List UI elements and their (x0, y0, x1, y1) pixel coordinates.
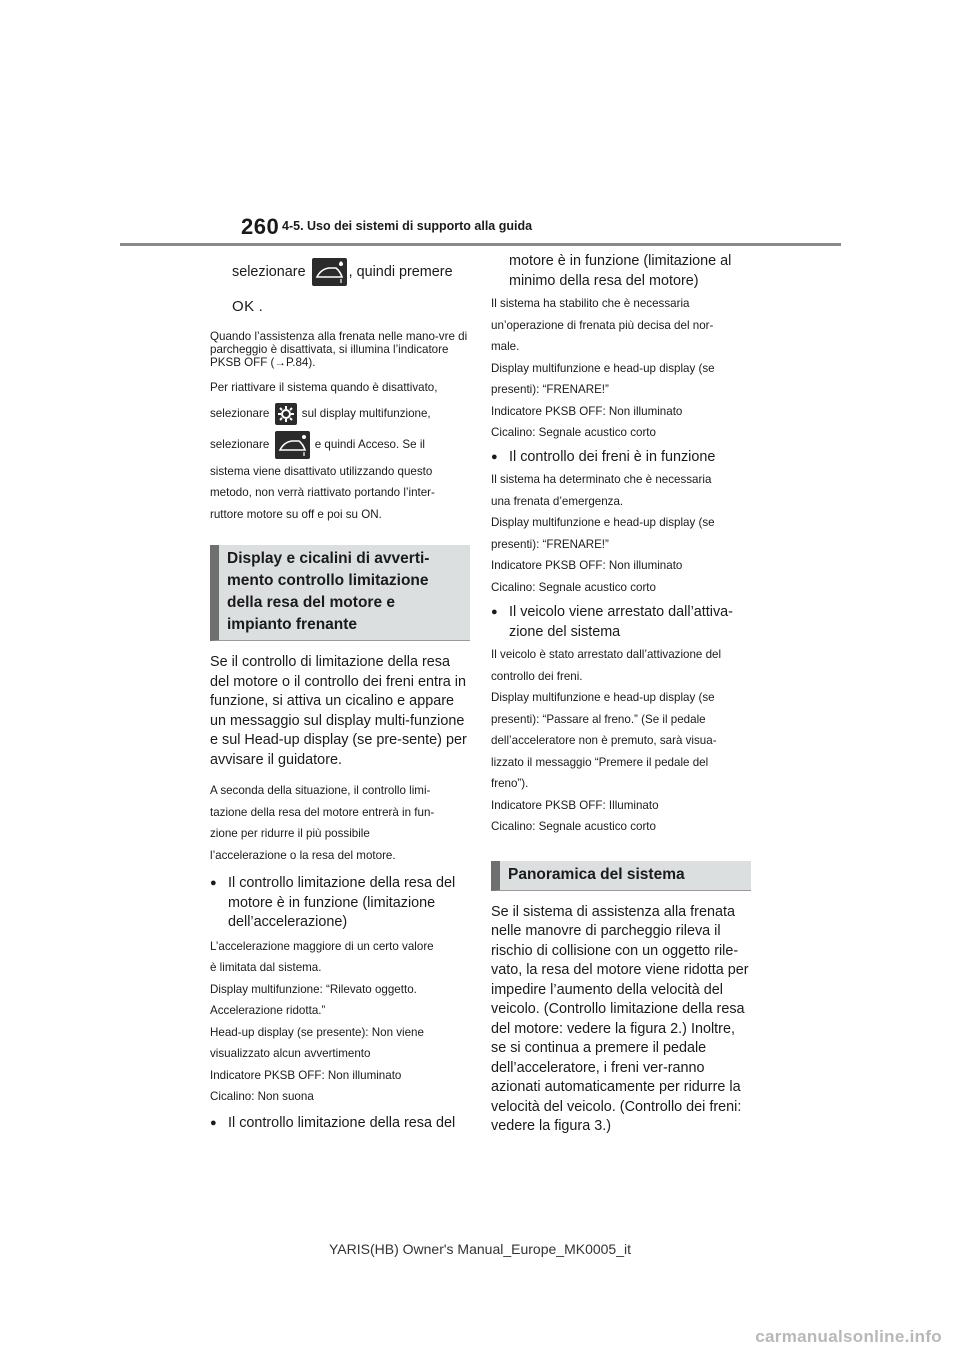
bullet-accel-details (210, 936, 470, 1108)
detail-line: male. (491, 340, 520, 353)
manual-footer: YARIS(HB) Owner's Manual_Europe_MK0005_it (329, 1241, 631, 1257)
instruction-ok (210, 294, 470, 320)
detail-line: Indicatore PKSB OFF: Non illuminato (491, 559, 683, 572)
reactivate-line3 (210, 429, 470, 461)
detail-line: freno”). (491, 777, 529, 790)
reactivate-line4: sistema viene disattivato utilizzando questo (210, 464, 433, 478)
reactivate-line2 (210, 399, 470, 429)
heading-line: Display e cicalini di avverti- (227, 550, 430, 568)
car-alert-icon (275, 431, 310, 459)
detail-line: Display multifunzione e head-up display (se (491, 516, 715, 529)
detail-line: Cicalino: Segnale acustico corto (491, 580, 656, 594)
text: , quindi premere (348, 264, 453, 280)
detail-line: controllo dei freni. (491, 669, 583, 683)
situation-line1: A seconda della situazione, il controllo limi- (210, 784, 431, 798)
bullet-title: Il controllo limitazione della resa del (228, 1114, 456, 1131)
heading-system-overview (491, 861, 751, 891)
left-column (210, 258, 470, 1133)
detail-line: Il sistema ha stabilito che è necessaria (491, 297, 690, 310)
bullet-output-details (491, 293, 751, 444)
heading-line: mento controllo limitazione (227, 572, 429, 590)
detail-line: Display multifunzione e head-up display (se (491, 691, 715, 704)
bullet-dot-icon: ● (210, 1116, 217, 1129)
heading-line: della resa del motore e (227, 594, 395, 612)
text: selezionare (210, 437, 270, 451)
heading-line: Panoramica del sistema (508, 865, 685, 883)
text: selezionare (232, 264, 306, 280)
bullet-stopped-details (491, 644, 751, 838)
section-title: 4-5. Uso dei sistemi di supporto alla guida (282, 219, 533, 233)
situation-line3: zione per ridurre il più possibile (210, 827, 370, 841)
overview-paragraph: Se il sistema di assistenza alla frenata nelle manovre di parcheggio rileva il rischio di collisione con un oggetto rile-vato, la resa del motore viene ridotta per impedire l’aumento della velocità del veicolo. (Controllo limitazione della resa del motore: vedere la figura 2.) Inoltre, se si continua a premere il pedale dell’acceleratore, i freni ver-ranno azionati automaticamente per ridurre la velocità del veicolo. (Controllo dei freni: vedere la figura 3.) (491, 903, 749, 1134)
detail-line: Accelerazione ridotta.” (210, 1004, 326, 1018)
detail-line: Display multifunzione: “Rilevato oggetto. (210, 982, 417, 996)
bullet-title: Il controllo limitazione della resa del motore è in funzione (limitazione dell’accelerazione) (228, 875, 456, 931)
detail-line: un’operazione di frenata più decisa del nor- (491, 318, 714, 332)
detail-line: Head-up display (se presente): Non viene (210, 1025, 424, 1039)
reactivate-line5: metodo, non verrà riattivato portando l’inter- (210, 486, 435, 500)
detail-line: Display multifunzione e head-up display (se (491, 361, 715, 375)
reactivate-line6: ruttore motore su off e poi su ON. (210, 507, 382, 521)
detail-line: visualizzato alcun avvertimento (210, 1047, 371, 1061)
detail-line: presenti): “Passare al freno.” (Se il pedale (491, 712, 706, 726)
detail-line: Indicatore PKSB OFF: Non illuminato (210, 1068, 402, 1082)
bullet-accel-limit (210, 874, 470, 933)
heading-display-warnings (210, 545, 470, 641)
car-alert-icon (312, 258, 347, 286)
detail-line: Cicalino: Segnale acustico corto (491, 426, 656, 439)
intro-paragraph: Se il controllo di limitazione della resa del motore o il controllo dei freni entra in funzione, si attiva un cicalino e appare un messaggio sul display multi-funzione e sul Head-up display (se pre-sente) per avvisare il guidatore. (210, 654, 467, 768)
text: selezionare (210, 406, 270, 420)
detail-line: è limitata dal sistema. (210, 961, 322, 975)
detail-line: presenti): “FRENARE!” (491, 537, 609, 551)
situation-line4: l’accelerazione o la resa del motore. (210, 848, 396, 862)
ok-button-glyph: OK (232, 298, 255, 316)
detail-line: Cicalino: Non suona (210, 1090, 314, 1104)
text: . (258, 299, 263, 316)
gear-icon (275, 403, 297, 425)
bullet-dot-icon: ● (491, 606, 498, 618)
page-number: 260 (241, 214, 280, 239)
detail-line: Indicatore PKSB OFF: Non illuminato (491, 404, 683, 418)
heading-line: impianto frenante (227, 616, 358, 634)
detail-line: Il sistema ha determinato che è necessaria (491, 473, 712, 486)
situation-line2: tazione della resa del motore entrerà in fun- (210, 805, 435, 819)
detail-line: Il veicolo è stato arrestato dall’attivazione del (491, 648, 722, 661)
bullet-brake-details (491, 469, 751, 598)
bullet-title: Il veicolo viene arrestato dall’attiva-zione del sistema (509, 604, 733, 640)
bullet-vehicle-stopped (491, 603, 751, 642)
bullet-dot-icon: ● (210, 877, 217, 890)
pksb-off-note: Quando l’assistenza alla frenata nelle mano-vre di parcheggio è disattivata, si illumina l’indicatore PKSB OFF (→P.84). (210, 330, 468, 370)
detail-line: L’accelerazione maggiore di un certo valore (210, 939, 434, 953)
detail-line: lizzato il messaggio “Premere il pedale del (491, 755, 709, 769)
bullet-title: Il controllo dei freni è in funzione (509, 448, 716, 465)
instruction-select (210, 258, 470, 286)
right-column (491, 252, 751, 1137)
bullet-dot-icon: ● (491, 450, 498, 463)
detail-line: dell’acceleratore non è premuto, sarà visua- (491, 734, 717, 747)
detail-line: presenti): “FRENARE!” (491, 383, 609, 396)
bullet-output-limit (210, 1114, 470, 1134)
watermark: carmanualsonline.info (755, 1327, 942, 1346)
reactivate-line1: Per riattivare il sistema quando è disattivato, (210, 381, 438, 395)
detail-line: Indicatore PKSB OFF: Illuminato (491, 798, 659, 812)
detail-line: Cicalino: Segnale acustico corto (491, 820, 656, 833)
detail-line: una frenata d’emergenza. (491, 494, 624, 508)
text: e quindi Acceso. Se il (314, 437, 425, 451)
text: sul display multifunzione, (301, 406, 431, 420)
bullet-brake-control (491, 448, 751, 468)
header-rule (120, 243, 841, 246)
bullet-output-limit-continued: motore è in funzione (limitazione al minimo della resa del motore) (509, 253, 732, 289)
